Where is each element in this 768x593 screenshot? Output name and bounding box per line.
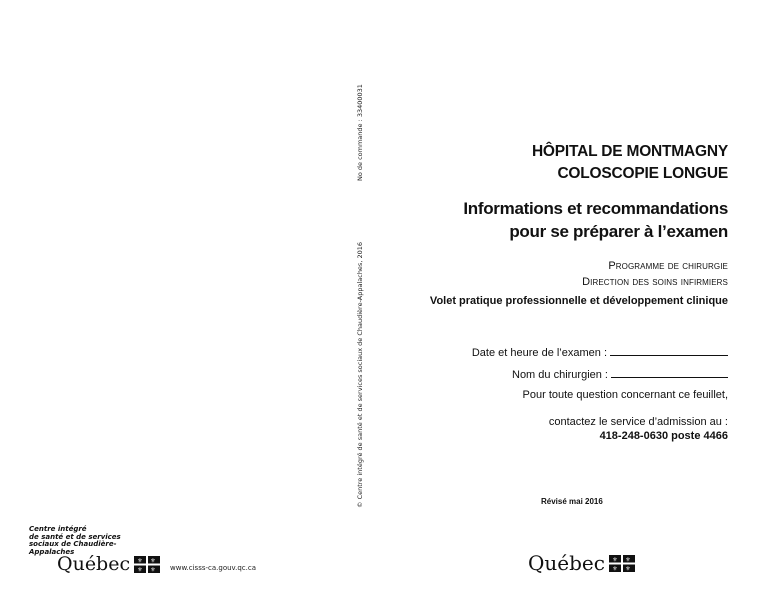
contact-line-2: contactez le service d’admission au : bbox=[548, 416, 728, 428]
date-field bbox=[472, 344, 728, 359]
svg-text:⚜: ⚜ bbox=[150, 566, 156, 573]
contact-phone: 418-248-0630 poste 4466 bbox=[599, 430, 728, 442]
svg-text:⚜: ⚜ bbox=[625, 556, 631, 563]
quebec-wordmark-right: Québec bbox=[528, 551, 605, 575]
svg-text:⚜: ⚜ bbox=[625, 565, 631, 572]
order-number: No de commande : 33400031 bbox=[356, 84, 364, 181]
program-line-1: Programme de chirurgie bbox=[608, 260, 728, 272]
cisss-name: Centre intégré de santé et de services sociaux de Chaudière- Appalaches bbox=[29, 525, 121, 556]
date-blank-line[interactable] bbox=[610, 344, 728, 356]
title-line-2: pour se préparer à l’examen bbox=[509, 222, 728, 241]
svg-text:⚜: ⚜ bbox=[612, 565, 618, 572]
title-line-1: Informations et recommandations bbox=[463, 199, 728, 218]
surgeon-field bbox=[512, 366, 728, 381]
svg-text:⚜: ⚜ bbox=[137, 566, 143, 573]
volet-text: Volet pratique professionnelle et développement clinique bbox=[429, 295, 728, 307]
website-url: www.cisss-ca.gouv.qc.ca bbox=[170, 564, 257, 572]
program-line-2: Direction des soins infirmiers bbox=[582, 276, 728, 288]
date-label: Date et heure de l’examen : bbox=[471, 347, 607, 359]
svg-text:⚜: ⚜ bbox=[612, 556, 618, 563]
surgeon-blank-line[interactable] bbox=[611, 366, 728, 378]
quebec-logo-left bbox=[57, 553, 160, 575]
copyright-notice: © Centre intégré de santé et de services sociaux de Chaudière-Appalaches, 2016 bbox=[356, 242, 364, 508]
revision-date: Révisé mai 2016 bbox=[541, 497, 603, 506]
exam-name: COLOSCOPIE LONGUE bbox=[557, 165, 728, 182]
svg-text:⚜: ⚜ bbox=[150, 557, 156, 564]
quebec-flag-icon bbox=[134, 556, 160, 573]
hospital-name: HÔPITAL DE MONTMAGNY bbox=[531, 143, 728, 160]
svg-text:⚜: ⚜ bbox=[137, 557, 143, 564]
quebec-logo-right bbox=[528, 551, 635, 575]
quebec-flag-icon bbox=[609, 555, 635, 572]
quebec-wordmark-left: Québec bbox=[57, 553, 131, 575]
surgeon-label: Nom du chirurgien : bbox=[512, 369, 608, 381]
contact-line-1: Pour toute question concernant ce feuillet, bbox=[522, 389, 728, 401]
